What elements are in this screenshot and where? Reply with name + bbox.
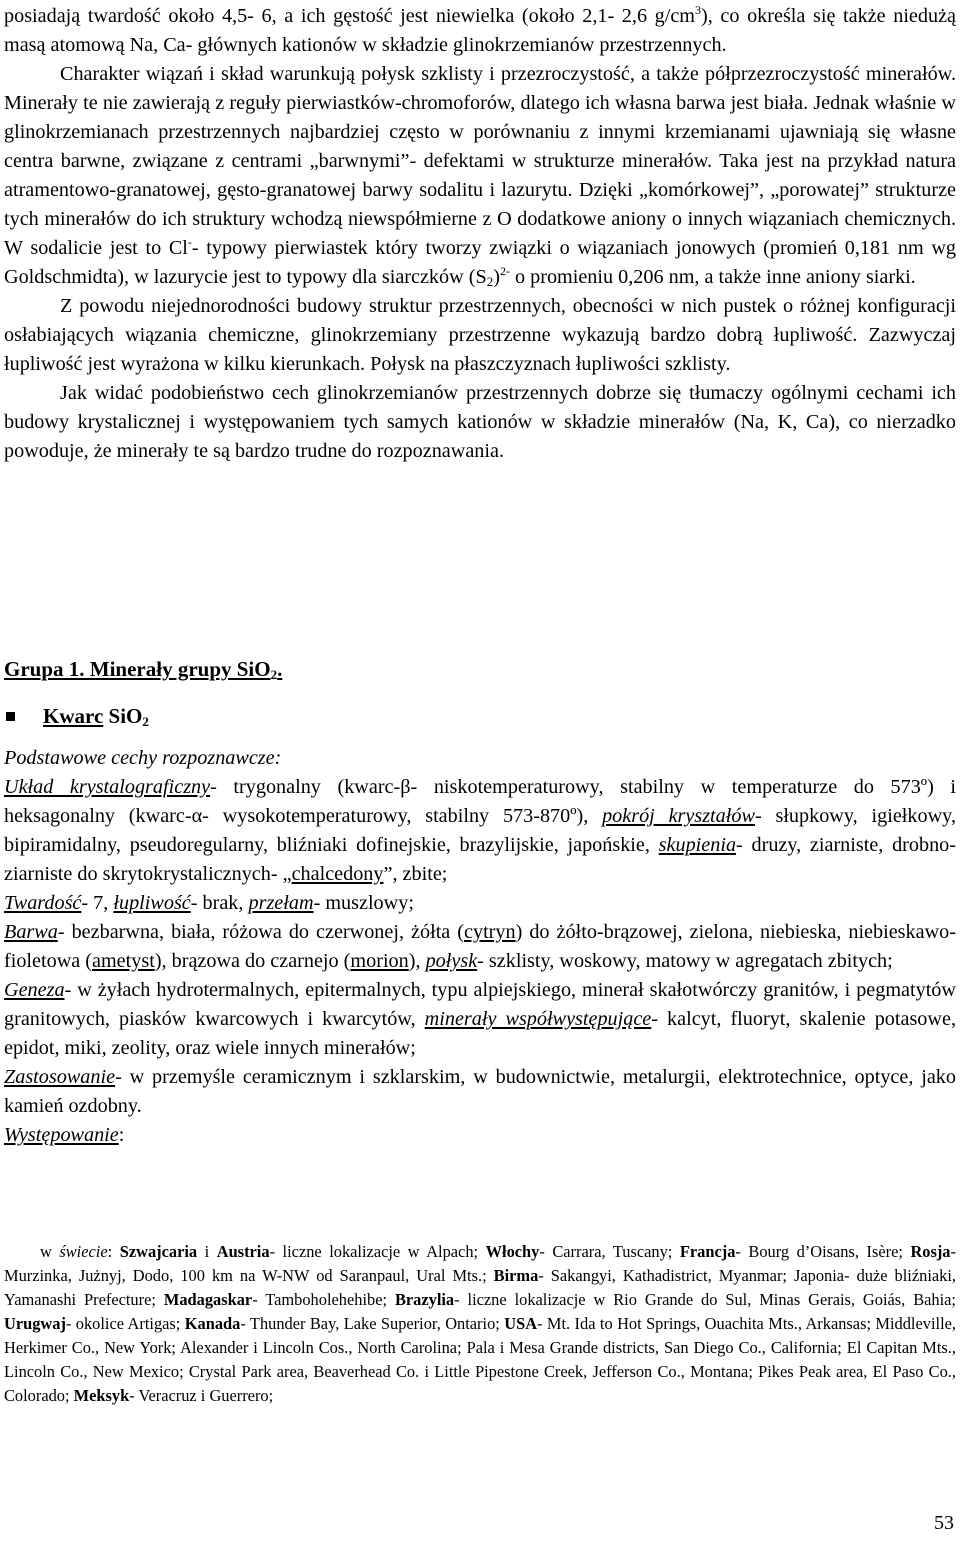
feature-usage: Zastosowanie- w przemyśle ceramicznym i szklarskim, w budownictwie, metalurgii, elektrotechnice, optyce, jako kamień ozdobny. [4,1066,956,1117]
feature-color: Barwa- bezbarwna, biała, różowa do czerwonej, żółta (cytryn) do żółto-brązowej, zielona, niebieska, niebieskawo-fioletowa (ametyst), brązowa do czarnejo (morion), połysk- szklisty, woskowy, matowy w agregatach zbitych; [4,921,956,972]
paragraph-2: Charakter wiązań i skład warunkują połysk szklisty i przezroczystość, a także półprzezroczystość minerałów. Minerały te nie zawierają z reguły pierwiastków-chromoforów, dlatego ich własna barwa jest biała. Jednak właśnie w glinokrzemianach przestrzennych najbardziej często w porównaniu z innymi krzemianami ujawniają się własne centra barwne, związane z centrami „barwnymi”- defektami w strukturze minerałów. Taka jest na przykład natura atramentowo-granatowej, gęsto-granatowej barwy sodalitu i lazurytu. Dzięki „komórkowej”, „porowatej” strukturze tych minerałów do ich struktury wchodzą niewspółmierne z O dodatkowe aniony o innych wiązaniach chemicznych. W sodalicie jest to Cl-- typowy pierwiastek który tworzy związki o wiązaniach jonowych (promień 0,181 nm wg Goldschmidta), w lazurycie jest to typowy dla siarczków $(S_2)^{2-}$ o promieniu 0,206 nm, a także inne aniony siarki. [4,63,957,289]
occurrence-list: w świecie: Szwajcaria i Austria- liczne lokalizacje w Alpach; Włochy- Carrara, Tuscany; Francja- Bourg d’Oisans, Isère; Rosja- Murzinka, Jużnyj, Dodo, 100 km na W-NW od Saranpaul, Ural Mts.; Birma- Sakangyi, Kathadistrict, Myanmar; Japonia- duże bliźniaki, Yamanashi Prefecture; Madagaskar- Tamboholehehibe; Brazylia- liczne lokalizacje w Rio Grande do Sul, Minas Gerais, Goiás, Bahia; Urugwaj- okolice Artigas; Kanada- Thunder Bay, Lake Superior, Ontario; USA- Mt. Ida to Hot Springs, Ouachita Mts., Arkansas; Middleville, Herkimer Co., New York; Alexander i Lincoln Cos., North Carolina; Pala i Mesa Grande districts, San Diego Co., California; El Capitan Mts., Lincoln Co., New Mexico; Crystal Park area, Beaverhead Co. i Little Pipestone Creek, Jefferson Co., Montana; Pikes Peak area, El Paso Co., Colorado; Meksyk- Veracruz i Guerrero; [4,1242,956,1405]
feature-crystal: Układ krystalograficzny- trygonalny (kwarc-β- niskotemperaturowy, stabilny w temperaturze do 573º) i heksagonalny (kwarc-α- wysokotemperaturowy, stabilny 573-870º), pokrój kryształów- słupkowy, igiełkowy, bipiramidalny, pseudoregularny, bliźniaki dofinejskie, brazylijskie, japońskie, skupienia- druzy, ziarniste, drobno-ziarniste do skrytokrystalicznych- „chalcedony”, zbite; [4,776,956,885]
page-number: 53 [934,1512,954,1534]
paragraph-4: Jak widać podobieństwo cech glinokrzemianów przestrzennych dobrze się tłumaczy ogólnymi cechami ich budowy krystalicznej i występowaniem tych samych kationów w składzie minerałów (Na, K, Ca), co nierzadko powoduje, że minerały te są bardzo trudne do rozpoznawania. [4,382,956,462]
mineral-heading: Kwarc SiO$_2$ [4,704,149,729]
features-heading: Podstawowe cechy rozpoznawcze: [4,747,282,769]
features-section [4,744,956,1150]
group-heading: Grupa 1. Minerały grupy SiO$_2$. [4,657,283,682]
paragraph-1: posiadają twardość około 4,5- 6, a ich gęstość jest niewielka (około 2,1- 2,6 $g/cm^3$), co określa się także niedużą masą atomową Na, Ca- głównych kationów w składzie glinokrzemianów przestrzennych. [4,3,956,56]
intro-text [4,2,956,466]
feature-hardness: Twardość- 7, łupliwość- brak, przełam- muszlowy; [4,892,414,914]
mineral-name: Kwarc [43,704,104,728]
paragraph-3: Z powodu niejednorodności budowy struktur przestrzennych, obecności w nich pustek o różnej konfiguracji osłabiających wiązania chemiczne, glinokrzemiany przestrzenne wykazują bardzo dobrą łupliwość. Zazwyczaj łupliwość jest wyrażona w kilku kierunkach. Połysk na płaszczyznach łupliwości szklisty. [4,295,956,375]
feature-genesis: Geneza- w żyłach hydrotermalnych, epitermalnych, typu alpiejskiego, minerał skałotwórczy granitów, i pegmatytów granitowych, piasków kwarcowych i kwarcytów, minerały współwystępujące- kalcyt, fluoryt, skalenie potasowe, epidot, miki, zeolity, oraz wiele innych minerałów; [4,979,956,1059]
square-bullet-icon [6,712,15,721]
feature-occurrence-label: Występowanie: [4,1124,125,1146]
